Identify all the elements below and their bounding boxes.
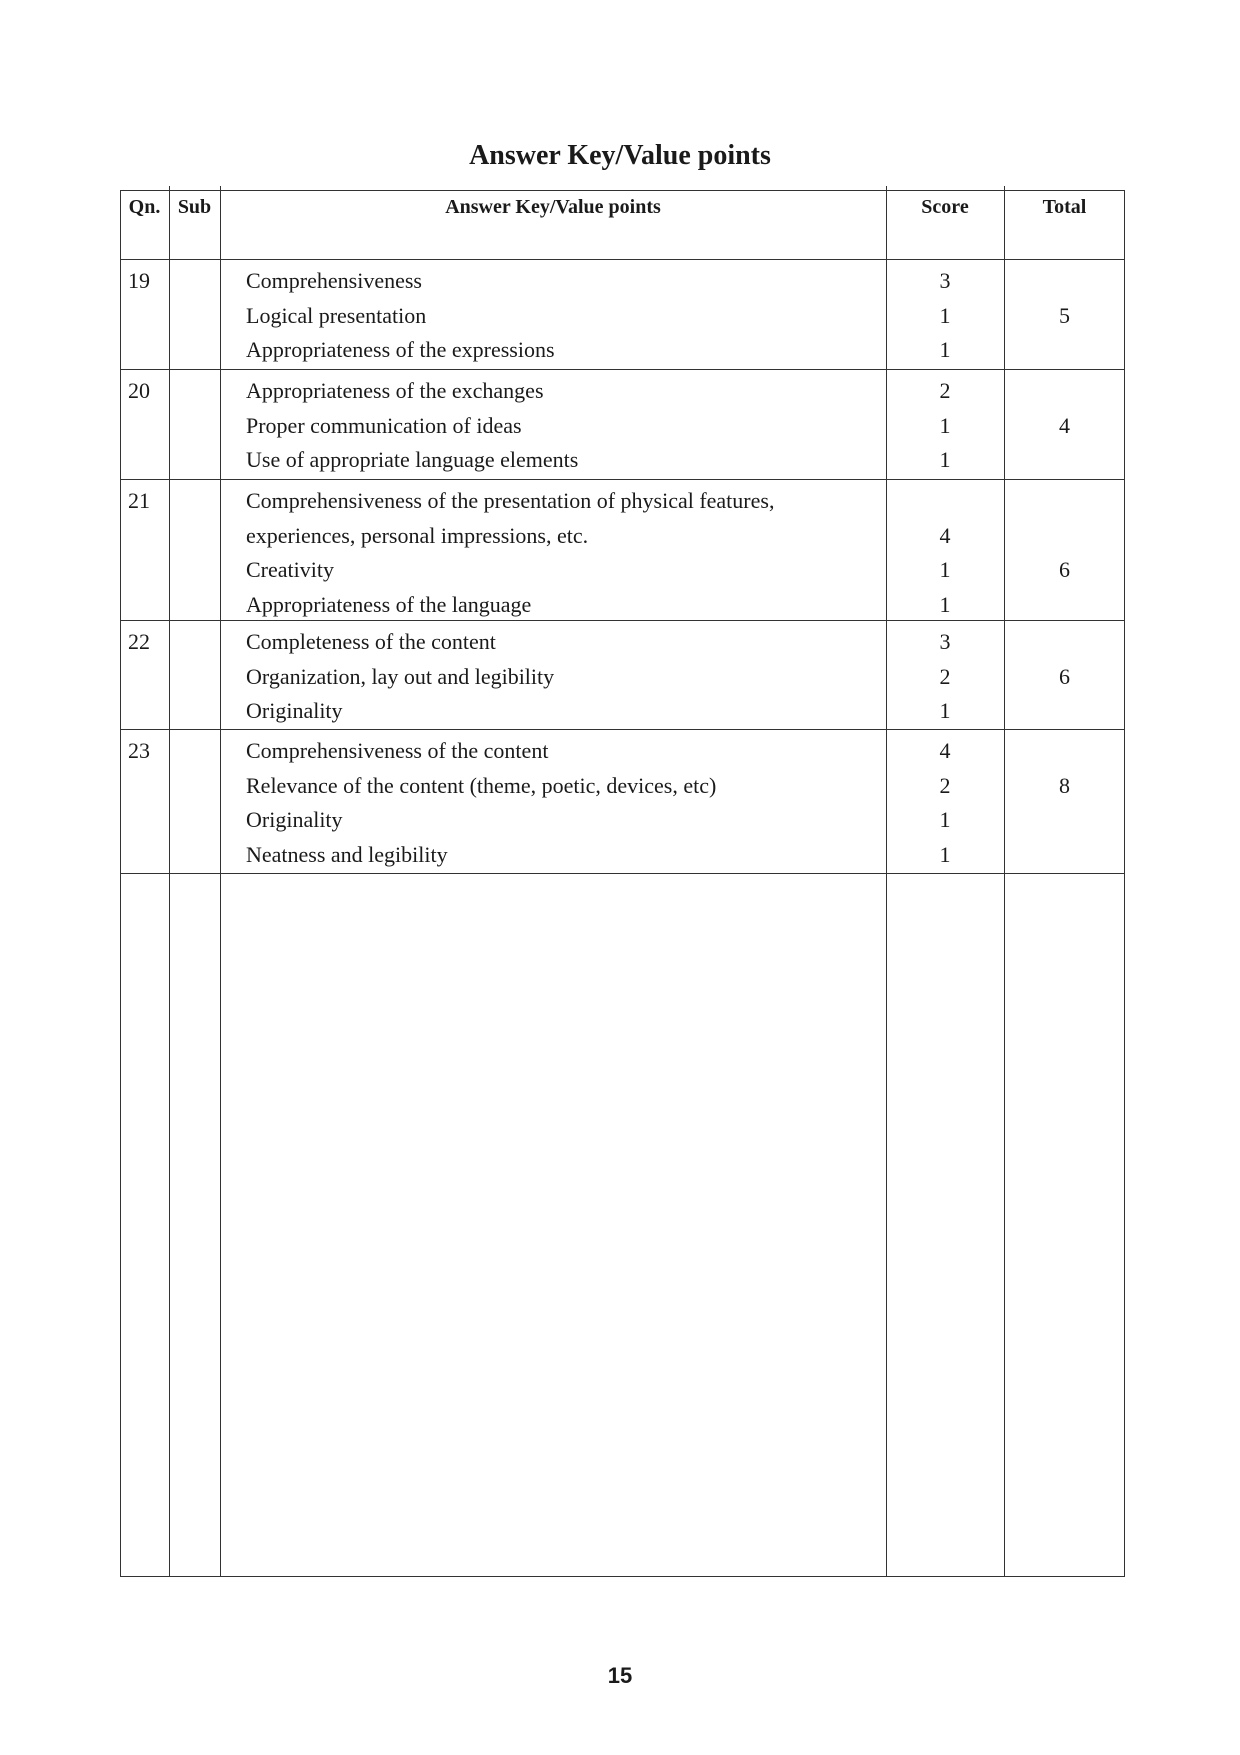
row-divider (120, 479, 1125, 480)
total-value: 6 (1059, 663, 1070, 689)
header-qn: Qn. (128, 196, 161, 218)
score-value: 1 (939, 841, 951, 867)
column-divider (220, 186, 221, 1577)
score-value: 4 (939, 738, 951, 763)
value-point: Organization, lay out and legibility (246, 663, 555, 689)
value-point: Originality (246, 698, 343, 723)
score-value: 1 (939, 447, 951, 472)
total-value: 8 (1059, 772, 1070, 798)
column-divider (169, 186, 170, 1577)
score-value: 1 (939, 591, 951, 617)
score-value: 3 (939, 268, 951, 293)
value-point: Comprehensiveness (246, 268, 422, 293)
value-point: Appropriateness of the language (246, 591, 532, 617)
header-score: Score (921, 196, 969, 218)
score-value: 2 (939, 772, 951, 798)
column-divider (1004, 186, 1005, 1577)
row-divider (120, 369, 1125, 370)
value-point: Completeness of the content (246, 629, 496, 654)
score-value: 1 (939, 337, 951, 362)
score-value: 2 (939, 378, 951, 403)
score-value: 2 (939, 663, 951, 689)
value-point: Neatness and legibility (246, 841, 448, 867)
row-divider (120, 873, 1125, 874)
page-title: Answer Key/Value points (469, 140, 771, 171)
score-value: 1 (939, 698, 951, 723)
header-divider (120, 259, 1125, 260)
question-number: 23 (128, 738, 150, 763)
page-number: 15 (607, 1663, 633, 1688)
score-value: 3 (939, 629, 951, 654)
value-point: Comprehensiveness of the content (246, 738, 549, 763)
value-point: Proper communication of ideas (246, 412, 522, 438)
question-number: 22 (128, 629, 150, 654)
value-point: Appropriateness of the exchanges (246, 378, 544, 403)
value-point: Logical presentation (246, 302, 427, 328)
value-point: Appropriateness of the expressions (246, 337, 555, 362)
value-point: experiences, personal impressions, etc. (246, 522, 589, 548)
score-value: 1 (939, 807, 951, 832)
total-value: 5 (1059, 302, 1070, 328)
question-number: 20 (128, 378, 150, 403)
total-value: 6 (1059, 557, 1070, 582)
score-value: 1 (939, 302, 951, 328)
score-value: 1 (939, 557, 951, 582)
total-value: 4 (1059, 412, 1070, 438)
value-point: Creativity (246, 557, 334, 582)
header-answer: Answer Key/Value points (445, 196, 661, 218)
header-sub: Sub (177, 196, 212, 218)
value-point: Relevance of the content (theme, poetic, devices, etc) (246, 772, 717, 798)
question-number: 19 (128, 268, 150, 293)
score-value: 4 (939, 522, 951, 548)
row-divider (120, 729, 1125, 730)
value-point: Use of appropriate language elements (246, 447, 579, 472)
value-point: Comprehensiveness of the presentation of physical features, (246, 488, 775, 513)
value-point: Originality (246, 807, 343, 832)
header-total: Total (1042, 196, 1087, 218)
question-number: 21 (128, 488, 150, 513)
score-value: 1 (939, 412, 951, 438)
row-divider (120, 620, 1125, 621)
